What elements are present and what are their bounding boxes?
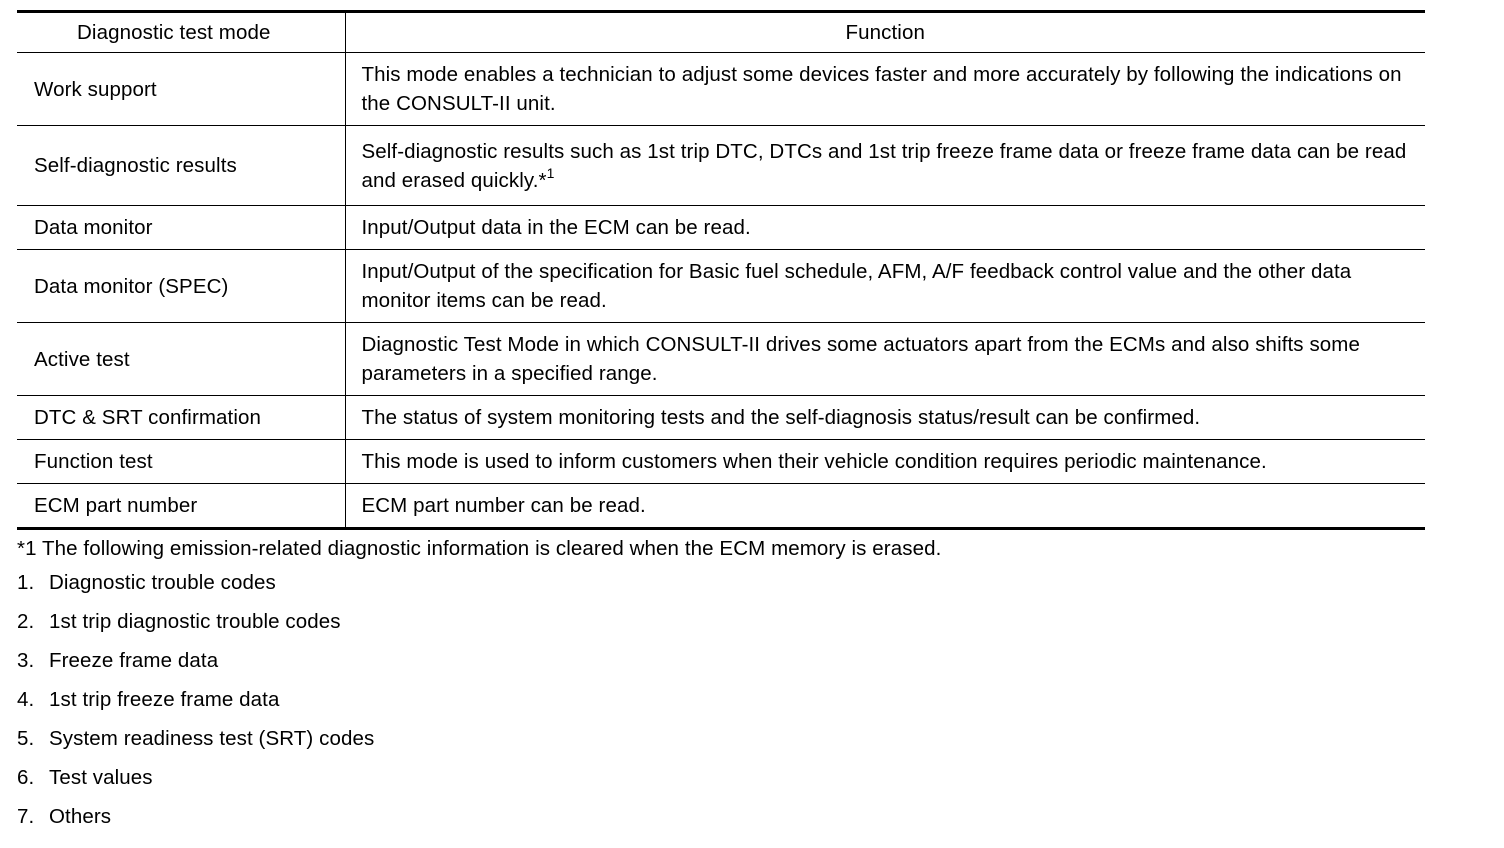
footnote-text: *1 The following emission-related diagnostic information is cleared when the ECM memory is erased. bbox=[17, 537, 942, 560]
function-cell: Diagnostic Test Mode in which CONSULT-II drives some actuators apart from the ECMs and also shifts some parameters in a specified range. bbox=[345, 323, 1425, 396]
document-page bbox=[17, 10, 1425, 836]
list-item-text: System readiness test (SRT) codes bbox=[49, 727, 375, 750]
function-cell: Input/Output of the specification for Basic fuel schedule, AFM, A/F feedback control value and the other data monitor items can be read. bbox=[345, 250, 1425, 323]
mode-cell: Active test bbox=[17, 323, 345, 396]
list-item bbox=[17, 797, 1425, 836]
function-cell: The status of system monitoring tests and the self-diagnosis status/result can be confirmed. bbox=[345, 396, 1425, 440]
mode-cell: Data monitor bbox=[17, 206, 345, 250]
list-item bbox=[17, 602, 1425, 641]
mode-cell: Work support bbox=[17, 53, 345, 126]
mode-cell: DTC & SRT confirmation bbox=[17, 396, 345, 440]
list-item-text: Freeze frame data bbox=[49, 649, 219, 672]
list-item-text: Diagnostic trouble codes bbox=[49, 571, 276, 594]
footnote-mark: 1 bbox=[546, 164, 555, 181]
cleared-info-list bbox=[17, 563, 1425, 836]
list-item-number: 7. bbox=[17, 805, 35, 828]
list-item-number: 6. bbox=[17, 766, 35, 789]
function-cell: This mode enables a technician to adjust some devices faster and more accurately by following the indications on the CONSULT-II unit. bbox=[345, 53, 1425, 126]
list-item bbox=[17, 758, 1425, 797]
list-item-number: 4. bbox=[17, 688, 35, 711]
function-text: Self-diagnostic results such as 1st trip DTC, DTCs and 1st trip freeze frame data or freeze frame data can be read and erased quickly.* bbox=[361, 139, 1407, 192]
header-diagnostic-test-mode: Diagnostic test mode bbox=[17, 12, 345, 53]
table-row bbox=[17, 396, 1425, 440]
list-item bbox=[17, 563, 1425, 602]
list-item bbox=[17, 680, 1425, 719]
list-item-text: 1st trip freeze frame data bbox=[49, 688, 280, 711]
table-row bbox=[17, 484, 1425, 529]
function-cell: This mode is used to inform customers when their vehicle condition requires periodic maintenance. bbox=[345, 440, 1425, 484]
list-item bbox=[17, 641, 1425, 680]
function-cell: Input/Output data in the ECM can be read. bbox=[345, 206, 1425, 250]
diagnostic-mode-table bbox=[17, 10, 1425, 530]
mode-cell: Data monitor (SPEC) bbox=[17, 250, 345, 323]
list-item-text: 1st trip diagnostic trouble codes bbox=[49, 610, 341, 633]
list-item-text: Test values bbox=[49, 766, 153, 789]
table-row bbox=[17, 323, 1425, 396]
table-header-row bbox=[17, 12, 1425, 53]
list-item-number: 5. bbox=[17, 727, 35, 750]
list-item-number: 2. bbox=[17, 610, 35, 633]
function-cell bbox=[345, 126, 1425, 206]
table-row bbox=[17, 206, 1425, 250]
list-item-number: 3. bbox=[17, 649, 35, 672]
table-row bbox=[17, 53, 1425, 126]
mode-cell: Self-diagnostic results bbox=[17, 126, 345, 206]
function-cell: ECM part number can be read. bbox=[345, 484, 1425, 529]
table-row bbox=[17, 126, 1425, 206]
mode-cell: Function test bbox=[17, 440, 345, 484]
table-row bbox=[17, 250, 1425, 323]
table-row bbox=[17, 440, 1425, 484]
list-item-text: Others bbox=[49, 805, 112, 828]
header-function: Function bbox=[345, 12, 1425, 53]
list-item bbox=[17, 719, 1425, 758]
mode-cell: ECM part number bbox=[17, 484, 345, 529]
list-item-number: 1. bbox=[17, 571, 35, 594]
